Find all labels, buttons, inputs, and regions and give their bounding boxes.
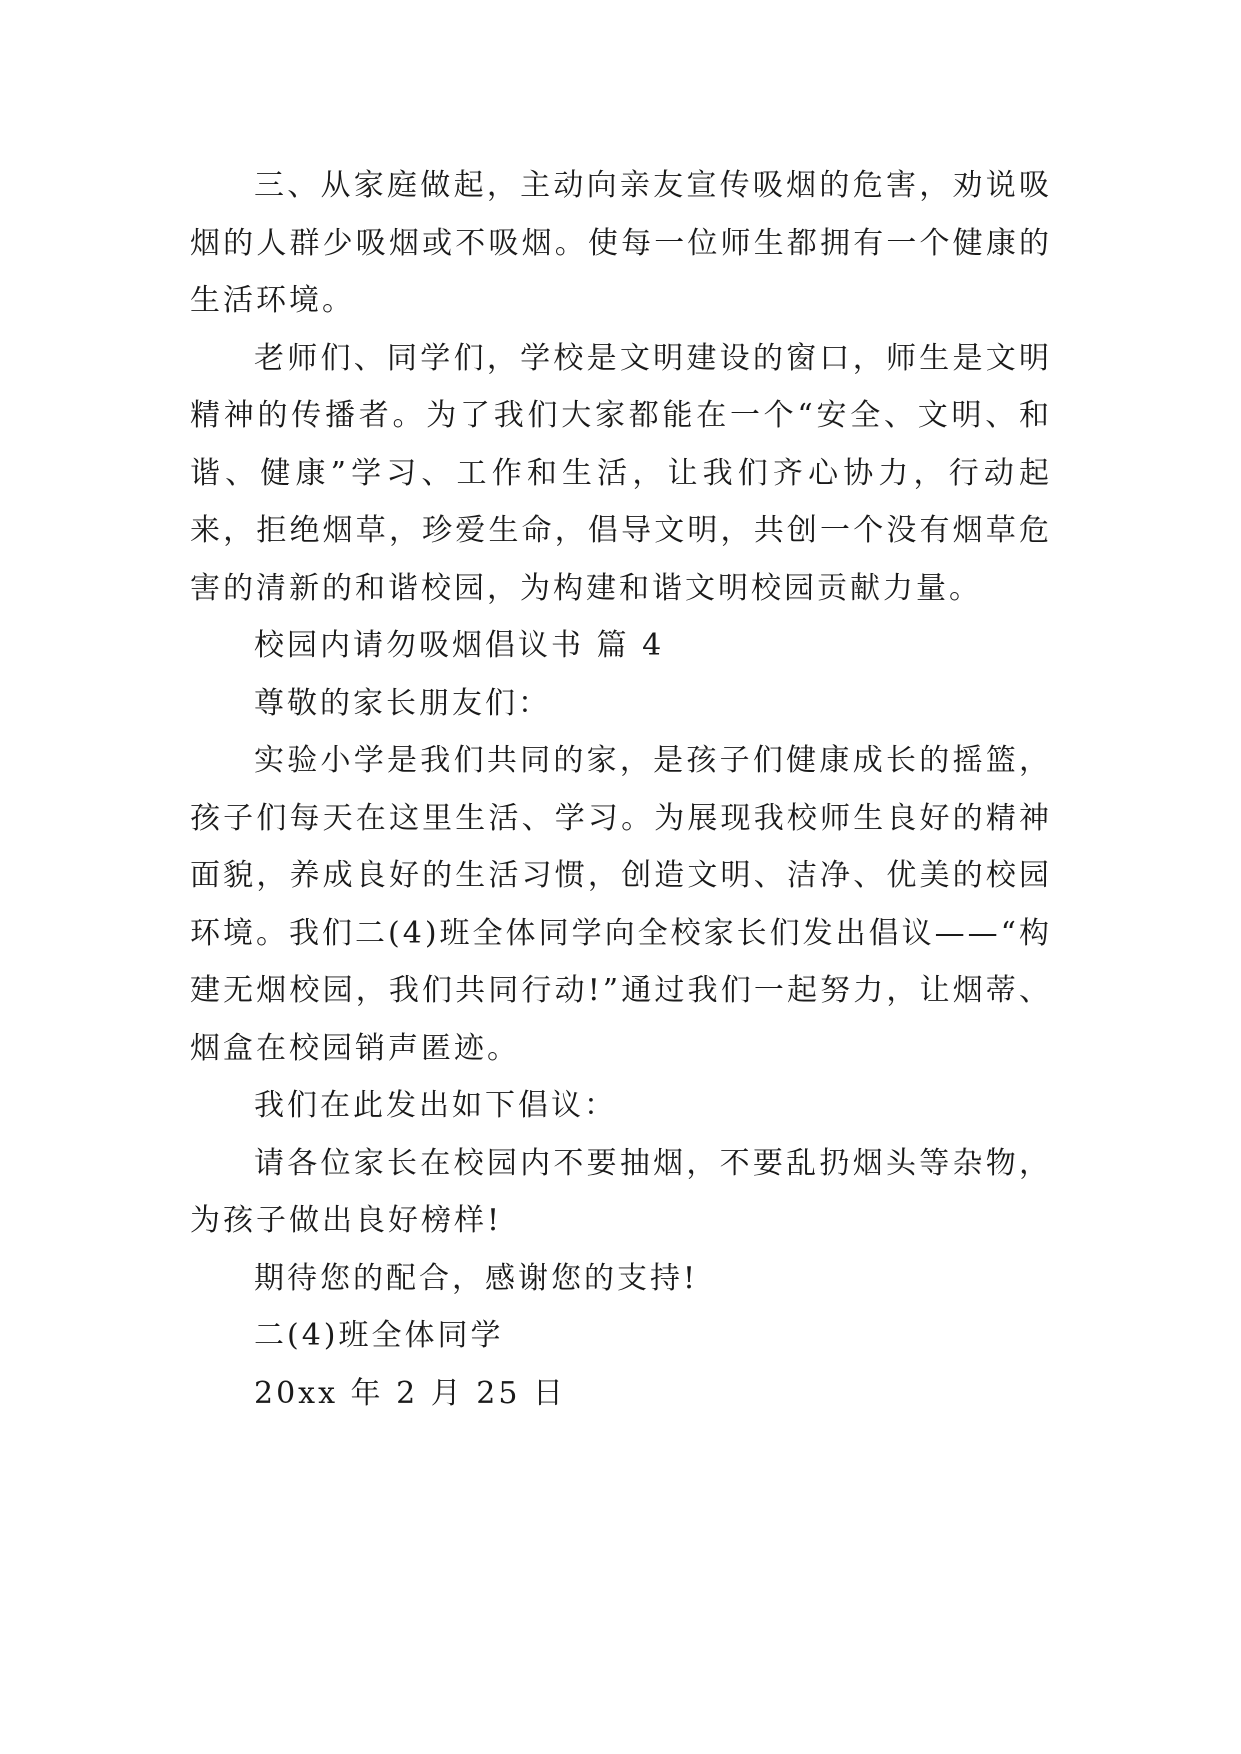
- paragraph-thanks: 期待您的配合，感谢您的支持!: [254, 1260, 699, 1296]
- paragraph-teachers-students: 老师们、同学们，学校是文明建设的窗口，师生是文明精神的传播者。为了我们大家都能在一个“安全、文明、和谐、健康”学习、工作和生活，让我们齐心协力，行动起来，拒绝烟草，珍爱生命，倡导文明，共创一个没有烟草危害的清新的和谐校园，为构建和谐文明校园贡献力量。: [190, 340, 1052, 606]
- document-body: [190, 157, 1052, 1422]
- paragraph-item-3: 三、从家庭做起，主动向亲友宣传吸烟的危害，劝说吸烟的人群少吸烟或不吸烟。使每一位师生都拥有一个健康的生活环境。: [190, 168, 1052, 318]
- section-heading: 校园内请勿吸烟倡议书 篇 4: [254, 628, 665, 663]
- date: 20xx 年 2 月 25 日: [254, 1375, 566, 1411]
- paragraph-intro: 实验小学是我们共同的家，是孩子们健康成长的摇篮，孩子们每天在这里生活、学习。为展现我校师生良好的精神面貌，养成良好的生活习惯，创造文明、洁净、优美的校园环境。我们二(4)班全体同学向全校家长们发出倡议——“构建无烟校园，我们共同行动!”通过我们一起努力，让烟蒂、烟盒在校园销声匿迹。: [190, 743, 1052, 1066]
- paragraph-proposal: 请各位家长在校园内不要抽烟，不要乱扔烟头等杂物，为孩子做出良好榜样!: [190, 1145, 1052, 1238]
- paragraph-proposal-lead: 我们在此发出如下倡议：: [254, 1088, 617, 1123]
- salutation: 尊敬的家长朋友们：: [254, 685, 551, 721]
- signature: 二(4)班全体同学: [254, 1318, 504, 1353]
